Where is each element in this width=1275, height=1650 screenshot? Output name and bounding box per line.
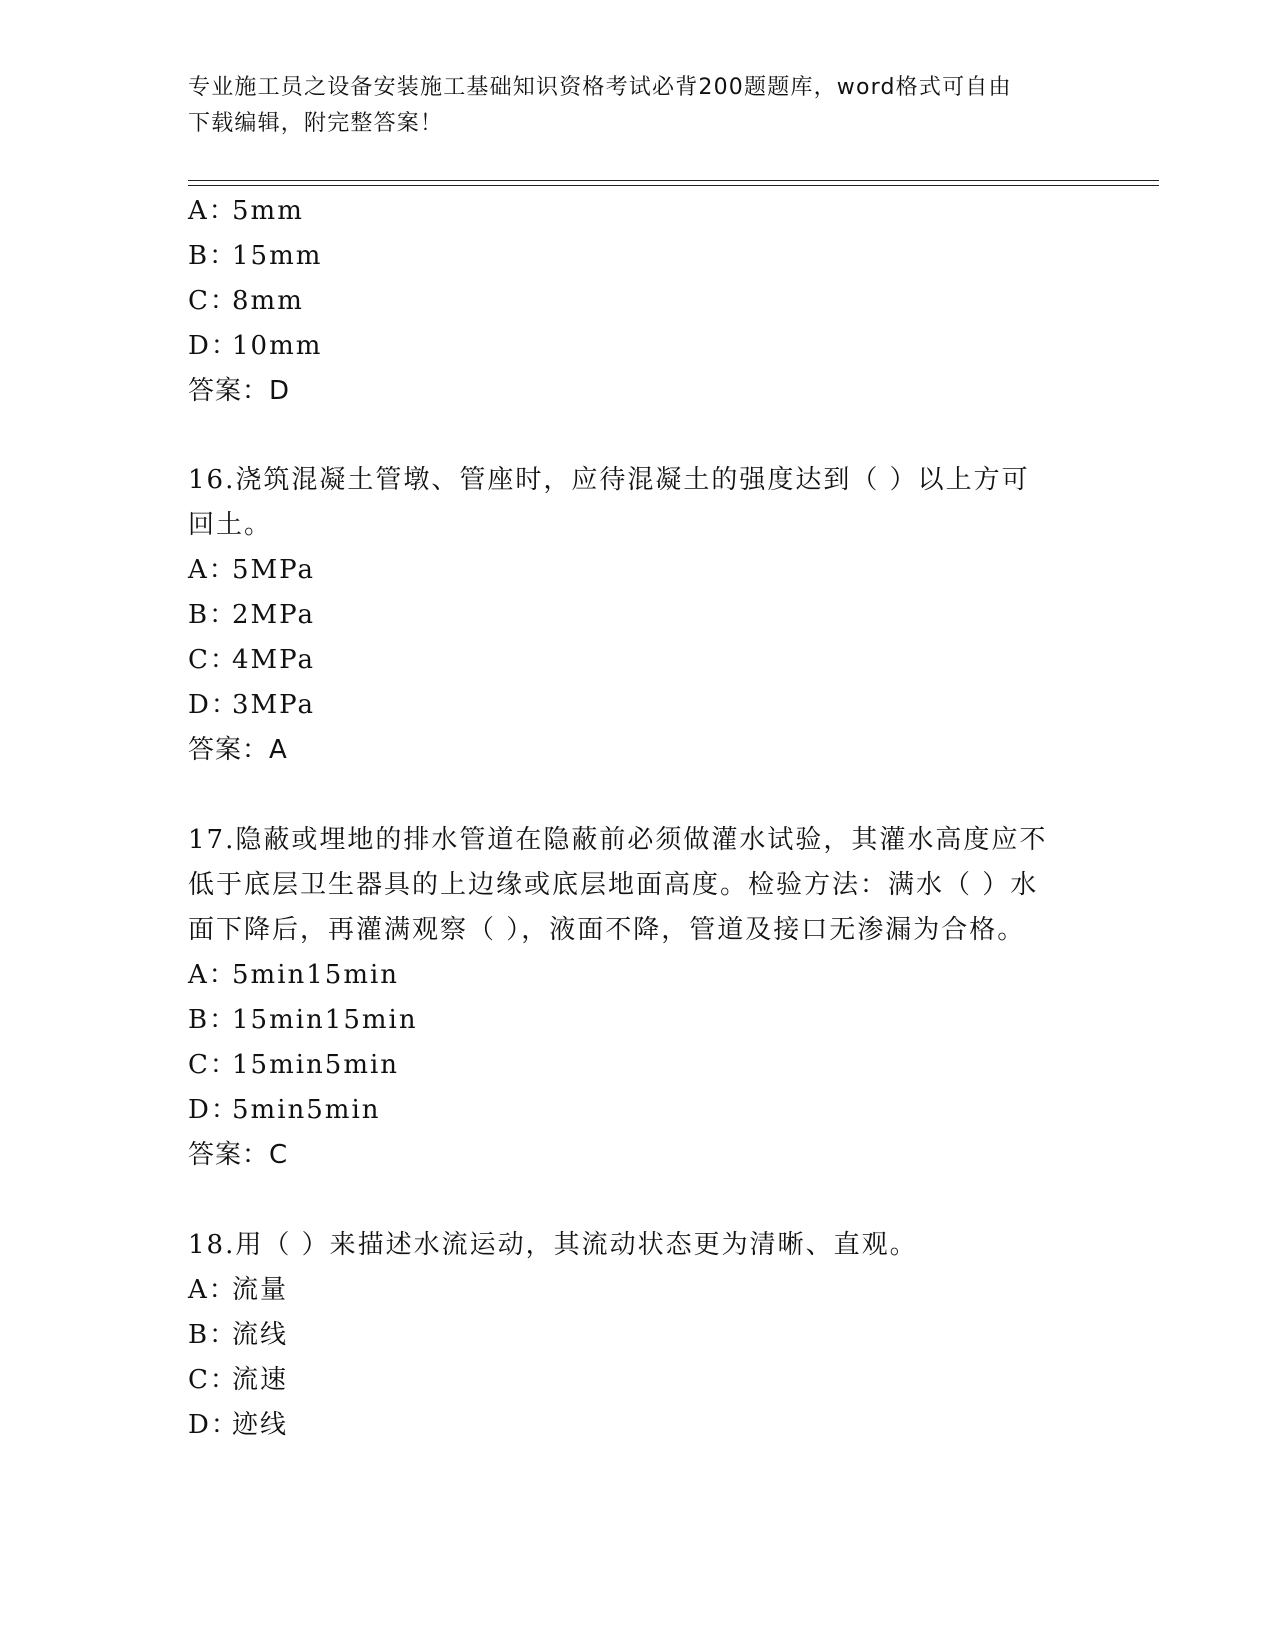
q16-answer: 答案：A	[188, 735, 288, 765]
option-text: 3MPa	[232, 690, 315, 720]
header-line-2: 下载编辑，附完整答案！	[188, 111, 444, 136]
option-text: 15mm	[232, 241, 323, 271]
option-key: D：	[188, 331, 239, 361]
option-key: B：	[188, 1320, 238, 1350]
option-key: A：	[188, 960, 237, 990]
q16-stem-line-2: 回土。	[188, 510, 273, 540]
q17-stem-line-2: 低于底层卫生器具的上边缘或底层地面高度。检验方法：满水（ ）水	[188, 870, 1039, 900]
option-text: 2MPa	[232, 600, 315, 630]
q15-answer: 答案：D	[188, 376, 291, 406]
option-text: 流速	[232, 1365, 289, 1395]
option-key: A：	[188, 555, 237, 585]
q17-answer: 答案：C	[188, 1140, 289, 1170]
option-key: A：	[188, 196, 237, 226]
q16-option-b	[188, 592, 315, 638]
option-key: D：	[188, 1095, 239, 1125]
q18-option-b	[188, 1312, 288, 1358]
option-text: 迹线	[232, 1410, 289, 1440]
option-text: 4MPa	[232, 645, 315, 675]
option-text: 15min5min	[232, 1050, 400, 1080]
q17-option-a	[188, 952, 399, 998]
option-text: 15min15min	[232, 1005, 418, 1035]
q18-option-c	[188, 1357, 288, 1403]
header-line-1: 专业施工员之设备安装施工基础知识资格考试必背200题题库，word格式可自由	[188, 75, 1012, 100]
option-text: 5MPa	[232, 555, 315, 585]
option-key: C：	[188, 645, 238, 675]
option-text: 8mm	[232, 286, 304, 316]
option-key: D：	[188, 1410, 239, 1440]
option-key: A：	[188, 1275, 237, 1305]
option-text: 5mm	[232, 196, 304, 226]
q15-option-a	[188, 188, 304, 234]
q18-stem-line-1: 18.用（ ）来描述水流运动，其流动状态更为清晰、直观。	[188, 1230, 918, 1260]
option-text: 流线	[232, 1320, 289, 1350]
q17-option-c	[188, 1042, 399, 1088]
q17-option-d	[188, 1087, 381, 1133]
option-key: C：	[188, 286, 238, 316]
q18-option-a	[188, 1267, 288, 1313]
header-divider-top	[188, 180, 1159, 181]
q17-stem-line-1: 17.隐蔽或埋地的排水管道在隐蔽前必须做灌水试验，其灌水高度应不	[188, 825, 1048, 855]
option-key: B：	[188, 241, 238, 271]
option-text: 流量	[232, 1275, 289, 1305]
option-text: 5min5min	[232, 1095, 381, 1125]
q17-option-b	[188, 997, 418, 1043]
option-key: D：	[188, 690, 239, 720]
q16-option-c	[188, 637, 315, 683]
option-text: 5min15min	[232, 960, 400, 990]
document-header	[188, 70, 1088, 142]
option-key: B：	[188, 1005, 238, 1035]
header-divider-bottom	[188, 185, 1159, 186]
option-text: 10mm	[232, 331, 323, 361]
option-key: C：	[188, 1050, 238, 1080]
option-key: C：	[188, 1365, 238, 1395]
q15-option-b	[188, 233, 322, 279]
option-key: B：	[188, 600, 238, 630]
q16-stem-line-1: 16.浇筑混凝土管墩、管座时，应待混凝土的强度达到（ ）以上方可	[188, 465, 1030, 495]
q17-stem-line-3: 面下降后，再灌满观察（ ），液面不降，管道及接口无渗漏为合格。	[188, 915, 1026, 945]
q16-option-a	[188, 547, 315, 593]
q16-option-d	[188, 682, 315, 728]
q15-option-c	[188, 278, 304, 324]
q15-option-d	[188, 323, 322, 369]
q18-option-d	[188, 1402, 288, 1448]
